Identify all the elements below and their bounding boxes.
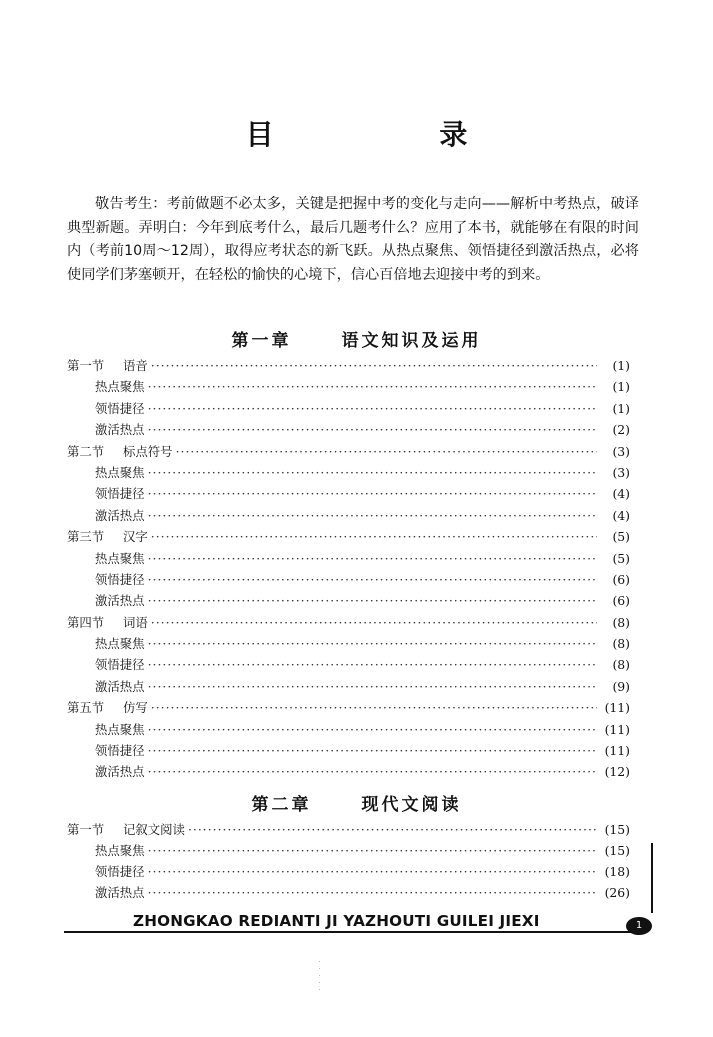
running-footer: ZHONGKAO REDIANTI JI YAZHOUTI GUILEI JIEXI <box>133 912 540 930</box>
entry-label: 热点聚焦 <box>95 843 145 858</box>
leader-dots <box>151 526 597 547</box>
page-ref: (11) <box>604 743 630 759</box>
leader-dots <box>148 840 597 861</box>
leader-dots <box>148 569 597 590</box>
page-ref: (8) <box>612 636 630 652</box>
entry-label: 激活热点 <box>95 507 145 523</box>
leader-dots <box>148 505 597 526</box>
footer-rule <box>64 931 634 933</box>
leader-dots <box>151 697 597 718</box>
section-number: 第三节 <box>67 529 105 545</box>
page-ref: (5) <box>612 550 630 566</box>
toc-section-row <box>67 819 630 840</box>
toc-subsection-row <box>67 654 630 675</box>
leader-dots <box>148 398 597 419</box>
toc-subsection-row <box>67 398 630 419</box>
toc-section-row <box>67 355 630 376</box>
leader-dots <box>176 441 597 462</box>
toc-chapter-1 <box>67 355 630 783</box>
entry-label: 标点符号 <box>123 443 173 459</box>
page-ref: (11) <box>604 700 630 716</box>
vertical-rule <box>651 843 653 913</box>
page-ref: (12) <box>604 764 630 780</box>
page-ref: (9) <box>612 678 630 694</box>
page-ref: (4) <box>612 486 630 502</box>
entry-label: 领悟捷径 <box>95 571 145 587</box>
page-ref: (8) <box>612 657 630 673</box>
entry-label: 热点聚焦 <box>95 721 145 737</box>
toc-section-row <box>67 526 630 547</box>
section-number: 第五节 <box>67 700 105 716</box>
chapter-name: 现代文阅读 <box>361 795 462 815</box>
page-ref: (26) <box>604 885 630 900</box>
page-ref: (3) <box>612 443 630 459</box>
toc-subsection-row <box>67 740 630 761</box>
toc-subsection-row <box>67 483 630 504</box>
leader-dots <box>148 462 597 483</box>
entry-label: 领悟捷径 <box>95 657 145 673</box>
leader-dots <box>148 483 597 504</box>
entry-label: 激活热点 <box>95 678 145 694</box>
page-ref: (15) <box>604 843 630 858</box>
chapter-number: 第一章 <box>231 331 292 351</box>
entry-label: 汉字 <box>123 529 148 545</box>
entry-label: 领悟捷径 <box>95 486 145 502</box>
leader-dots <box>148 633 597 654</box>
toc-section-row <box>67 441 630 462</box>
toc-subsection-row <box>67 676 630 697</box>
toc-subsection-row <box>67 840 630 861</box>
leader-dots <box>151 612 597 633</box>
page-ref: (5) <box>612 529 630 545</box>
page-number: 1 <box>626 917 652 935</box>
toc-subsection-row <box>67 882 630 903</box>
leader-dots <box>148 654 597 675</box>
entry-label: 词语 <box>123 614 148 630</box>
section-number: 第四节 <box>67 614 105 630</box>
toc-subsection-row <box>67 719 630 740</box>
leader-dots <box>188 819 597 840</box>
entry-label: 热点聚焦 <box>95 636 145 652</box>
page-ref: (6) <box>612 571 630 587</box>
leader-dots <box>148 740 597 761</box>
chapter-name: 语文知识及运用 <box>341 331 482 351</box>
leader-dots <box>151 355 597 376</box>
toc-chapter-2 <box>67 819 630 903</box>
toc-subsection-row <box>67 548 630 569</box>
entry-label: 热点聚焦 <box>95 379 145 395</box>
toc-section-row <box>67 697 630 718</box>
toc-subsection-row <box>67 419 630 440</box>
entry-label: 领悟捷径 <box>95 864 145 879</box>
toc-subsection-row <box>67 505 630 526</box>
entry-label: 热点聚焦 <box>95 464 145 480</box>
chapter-heading-2 <box>0 790 713 815</box>
intro-paragraph: 敬告考生：考前做题不必太多，关键是把握中考的变化与走向——解析中考热点，破译典型新题。弄明白：今年到底考什么，最后几题考什么？应用了本书，就能够在有限的时间内（考前10周～12周），取得应考状态的新飞跃。从热点聚焦、领悟捷径到激活热点，必将使同学们茅塞顿开，在轻松的愉快的心境下，信心百倍地去迎接中考的到来。 <box>67 196 639 283</box>
leader-dots <box>148 861 597 882</box>
entry-label: 领悟捷径 <box>95 743 145 759</box>
toc-subsection-row <box>67 590 630 611</box>
page-ref: (3) <box>612 464 630 480</box>
page-title: 目 录 <box>245 118 546 151</box>
page-ref: (18) <box>604 864 630 879</box>
toc-subsection-row <box>67 861 630 882</box>
page-ref: (4) <box>612 507 630 523</box>
entry-label: 激活热点 <box>95 422 145 438</box>
entry-label: 记叙文阅读 <box>123 822 185 837</box>
toc-section-row <box>67 612 630 633</box>
entry-label: 热点聚焦 <box>95 550 145 566</box>
entry-label: 语音 <box>123 358 148 373</box>
section-number: 第二节 <box>67 443 105 459</box>
toc-subsection-row <box>67 569 630 590</box>
page-ref: (2) <box>612 422 630 438</box>
scan-specks <box>318 955 322 995</box>
section-number: 第一节 <box>67 822 105 837</box>
leader-dots <box>148 419 597 440</box>
page-ref: (8) <box>612 614 630 630</box>
chapter-heading-1 <box>0 326 713 351</box>
toc-subsection-row <box>67 462 630 483</box>
leader-dots <box>148 376 597 397</box>
page-ref: (1) <box>612 400 630 416</box>
leader-dots <box>148 761 597 782</box>
page-ref: (11) <box>604 721 630 737</box>
leader-dots <box>148 719 597 740</box>
leader-dots <box>148 676 597 697</box>
page-ref: (15) <box>604 822 630 837</box>
entry-label: 激活热点 <box>95 885 145 900</box>
toc-subsection-row <box>67 761 630 782</box>
section-number: 第一节 <box>67 358 105 373</box>
leader-dots <box>148 590 597 611</box>
toc-subsection-row <box>67 376 630 397</box>
entry-label: 仿写 <box>123 700 148 716</box>
entry-label: 激活热点 <box>95 593 145 609</box>
page-ref: (1) <box>612 358 630 373</box>
page-ref: (1) <box>612 379 630 395</box>
leader-dots <box>148 548 597 569</box>
entry-label: 领悟捷径 <box>95 400 145 416</box>
toc-subsection-row <box>67 633 630 654</box>
leader-dots <box>148 882 597 903</box>
page-ref: (6) <box>612 593 630 609</box>
entry-label: 激活热点 <box>95 764 145 780</box>
chapter-number: 第二章 <box>251 795 312 815</box>
